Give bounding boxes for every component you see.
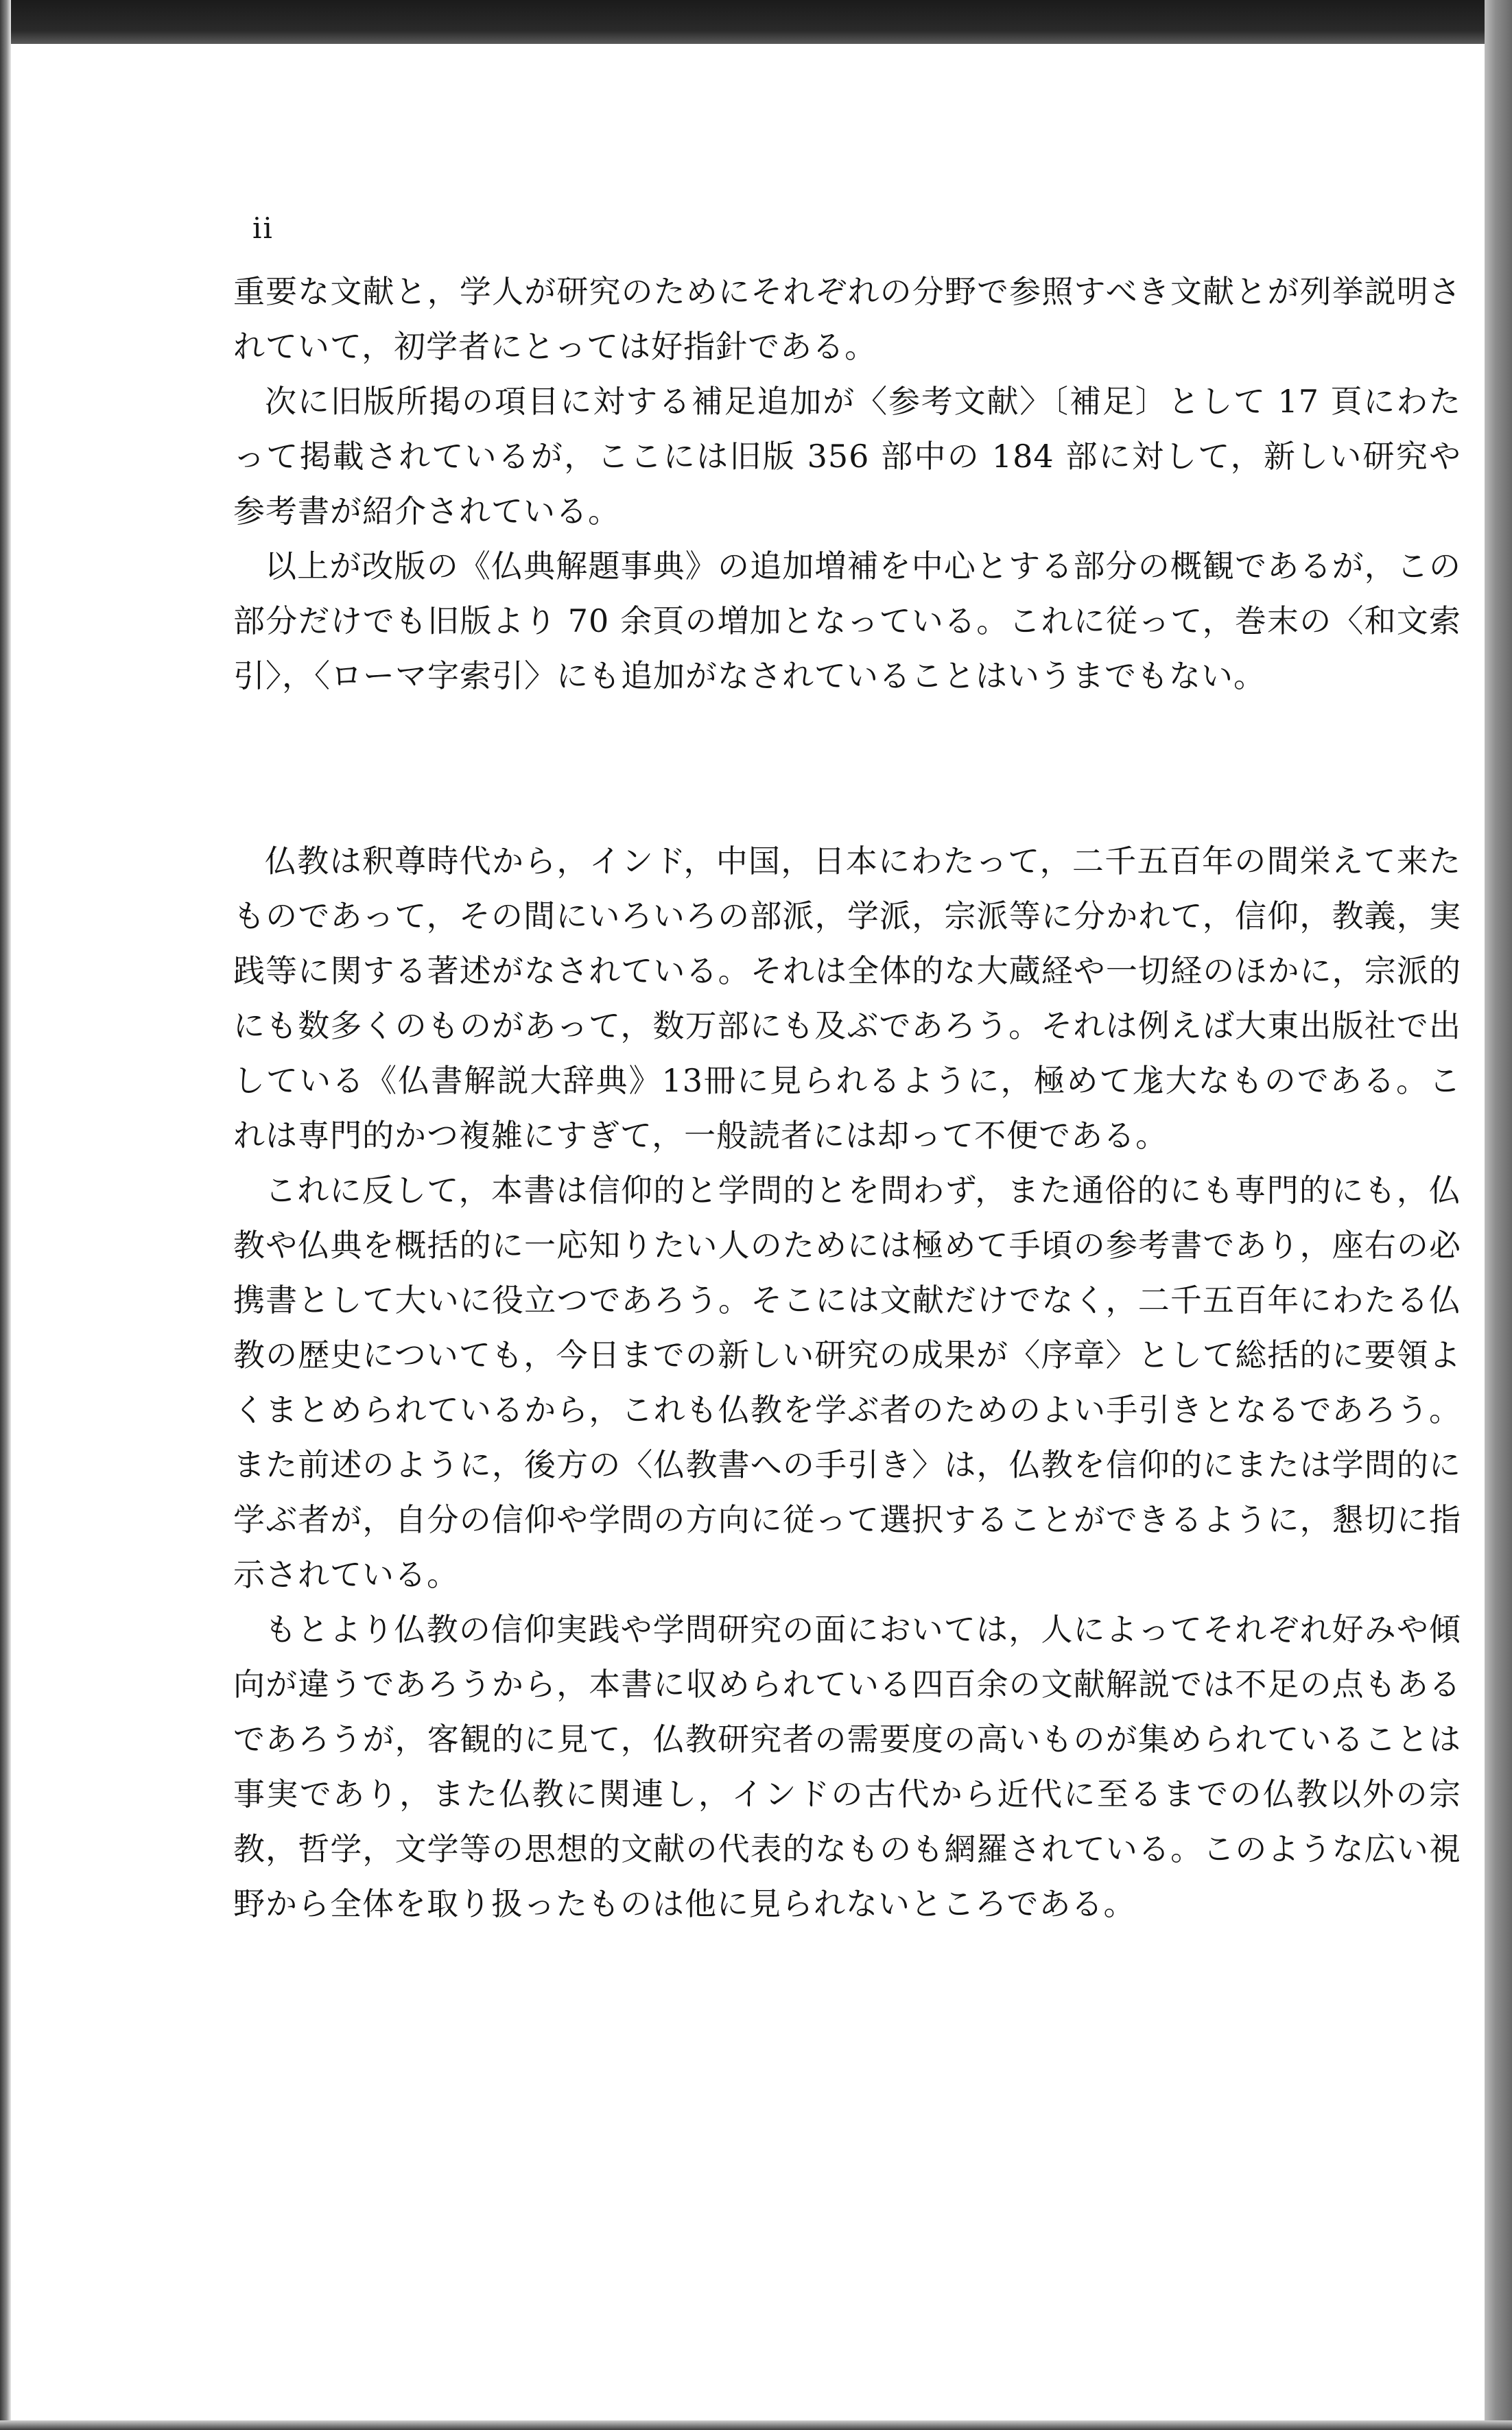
scan-edge-bottom bbox=[0, 2420, 1512, 2430]
page-number: ii bbox=[252, 211, 274, 245]
paragraph-1: 重要な文献と，学人が研究のためにそれぞれの分野で参照すべき文献とが列挙説明されていて，初学者にとっては好指針である。 bbox=[233, 273, 1461, 365]
paragraph-6: もとより仏教の信仰実践や学問研究の面においては，人によってそれぞれ好みや傾向が違うであろうから，本書に収められている四百余の文献解説では不足の点もあるであろうが，客観的に見て，仏教研究者の需要度の高いものが集められていることは事実であり，また仏教に関連し，インドの古代から近代に至るまでの仏教以外の宗教，哲学，文学等の思想的文献の代表的なものも網羅されている。このような広い視野から全体を取り扱ったものは他に見られないところである。 bbox=[233, 1611, 1462, 1922]
scan-edge-left bbox=[0, 0, 11, 2430]
paragraph-3: 以上が改版の《仏典解題事典》の追加増補を中心とする部分の概観であるが，この部分だけでも旧版より 70 余頁の増加となっている。これに従って，巻末の〈和文索引〉，〈ローマ字索引〉にも追加がなされていることはいうまでもない。 bbox=[233, 547, 1461, 694]
scan-edge-top bbox=[0, 0, 1512, 44]
paragraph-2: 次に旧版所掲の項目に対する補足追加が〈参考文献〉〔補足〕として 17 頁にわたって掲載されているが，ここには旧版 356 部中の 184 部に対して，新しい研究や参考書が紹介されている。 bbox=[233, 383, 1461, 530]
scan-edge-right bbox=[1485, 0, 1512, 2430]
paragraph-5: これに反して，本書は信仰的と学問的とを問わず，また通俗的にも専門的にも，仏教や仏典を概括的に一応知りたい人のためには極めて手頃の参考書であり，座右の必携書として大いに役立つであろう。そこには文献だけでなく，二千五百年にわたる仏教の歴史についても，今日までの新しい研究の成果が〈序章〉として総括的に要領よくまとめられているから，これも仏教を学ぶ者のためのよい手引きとなるであろう。また前述のように，後方の〈仏教書への手引き〉は，仏教を信仰的にまたは学問的に学ぶ者が，自分の信仰や学問の方向に従って選択することができるように，懇切に指示されている。 bbox=[233, 1172, 1461, 1593]
paragraph-4: 仏教は釈尊時代から，インド，中国，日本にわたって，二千五百年の間栄えて来たものであって，その間にいろいろの部派，学派，宗派等に分かれて，信仰，教義，実践等に関する著述がなされている。それは全体的な大蔵経や一切経のほかに，宗派的にも数多くのものがあって，数万部にも及ぶであろう。それは例えば大東出版社で出している《仏書解説大辞典》13冊に見られるように，極めて尨大なものである。これは専門的かつ複雑にすぎて，一般読者には却って不便である。 bbox=[233, 842, 1461, 1154]
bottom-section bbox=[233, 834, 1461, 1931]
top-section bbox=[233, 264, 1461, 703]
